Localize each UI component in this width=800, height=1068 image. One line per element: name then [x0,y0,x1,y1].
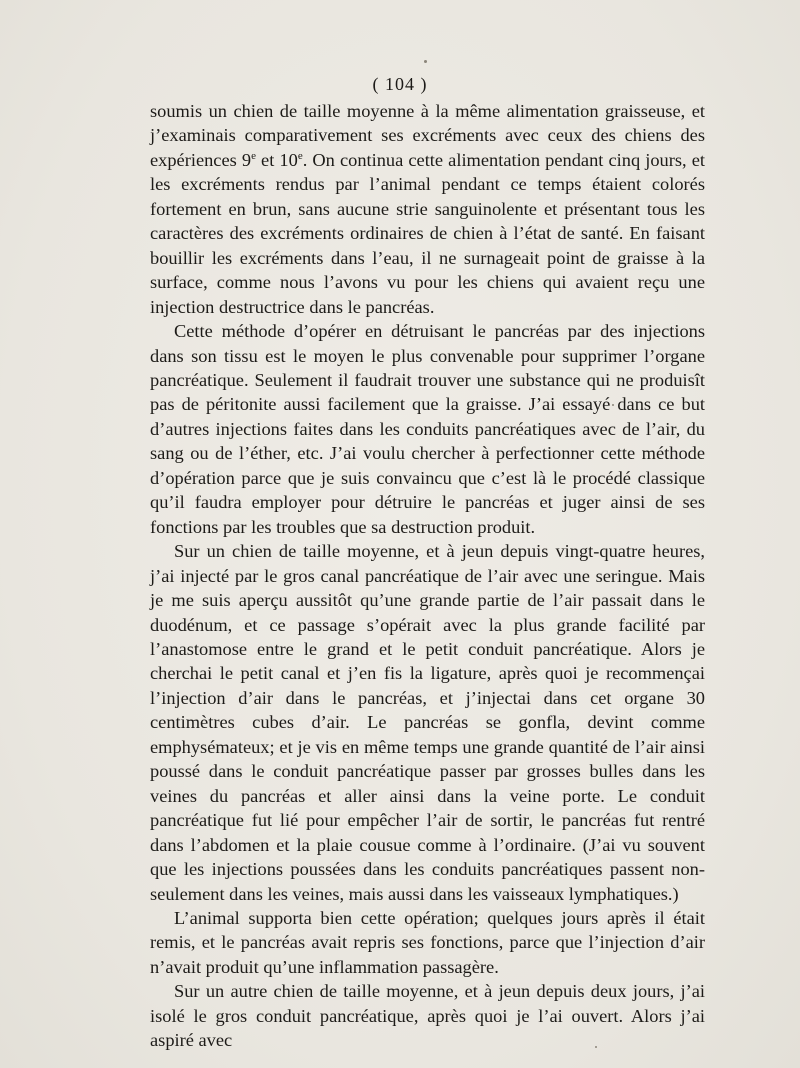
text-run: Cette méthode d’opérer en détruisant le pancréas par des injections dans son tissu est le moyen le plus convenable pour supprimer l’organe pancréatique. Seulement il faudrait trouver une substance qui ne produisît pas de péritonite aussi facilement que la graisse. J’ai essayé dans ce but d’autres injections faites dans les conduits pancréatiques avec de l’air, du sang ou de l’éther, etc. J’ai voulu chercher à perfectionner cette méthode d’opération parce que je suis convaincu que c’est là le procédé classique qu’il faudra employer pour détruire le pancréas et juger ainsi de ses fonctions par les troubles que sa destruction produit. [150,321,705,537]
paragraph [150,539,705,906]
superscript: e [251,149,256,162]
text-run: et 10 [255,149,298,170]
paragraph [150,979,705,1052]
page-number: ( 104 ) [372,74,428,94]
text-run: soumis un chien de taille moyenne à la même alimentation graisseuse, et j’examinais comparativement ses excréments avec ceux des chiens des expériences 9 [150,101,705,170]
text-run: . On continua cette alimentation pendant cinq jours, et les excréments rendus par l’animal pendant ce temps étaient colorés fortement en brun, sans aucune strie sanguinolente et présentant tous les caractères des excréments ordinaires de chien à l’état de santé. En faisant bouillir les excréments dans l’eau, il ne surnageait point de graisse à la surface, comme nous l’avons vu pour les chiens qui avaient reçu une injection destructrice dans le pancréas. [150,149,705,317]
paragraph [150,319,705,539]
text-run: L’animal supporta bien cette opération; quelques jours après il était remis, et le pancréas avait repris ses fonctions, parce que l’injection d’air n’avait produit qu’une inflammation passagère. [150,907,705,977]
paragraph [150,99,705,319]
text-run: Sur un autre chien de taille moyenne, et à jeun depuis deux jours, j’ai isolé le gros conduit pancréatique, après quoi je l’ai ouvert. Alors j’ai aspiré avec [150,981,705,1051]
text-run: Sur un chien de taille moyenne, et à jeun depuis vingt-quatre heures, j’ai injecté par le gros canal pancréatique de l’air avec une seringue. Mais je me suis aperçu aussitôt qu’une grande partie de l’air passait dans le duodénum, et ce passage s’opérait avec la plus grande facilité par l’anastomose entre le grand et le petit conduit pancréatique. Alors je cherchai le petit canal et j’en fis la ligature, après quoi je recommençai l’injection d’air dans le pancréas, et j’injectai dans cet organe 30 centimètres cubes d’air. Le pancréas se gonfla, devint comme emphysémateux; et je vis en même temps une grande quantité de l’air ainsi poussé dans le conduit pancréatique passer par grosses bulles dans les veines du pancréas et aller ainsi dans la veine porte. Le conduit pancréatique fut lié pour empêcher l’air de sortir, le pancréas fut rentré dans l’abdomen et la plaie cousue comme à l’ordinaire. (J’ai vu souvent que les injections poussées dans les conduits pancréatiques passent non-seulement dans les veines, mais aussi dans les vaisseaux lymphatiques.) [150,541,705,904]
superscript: e [297,149,303,162]
paper-speck [424,60,427,63]
body-text [150,99,705,1053]
paragraph [150,906,705,979]
